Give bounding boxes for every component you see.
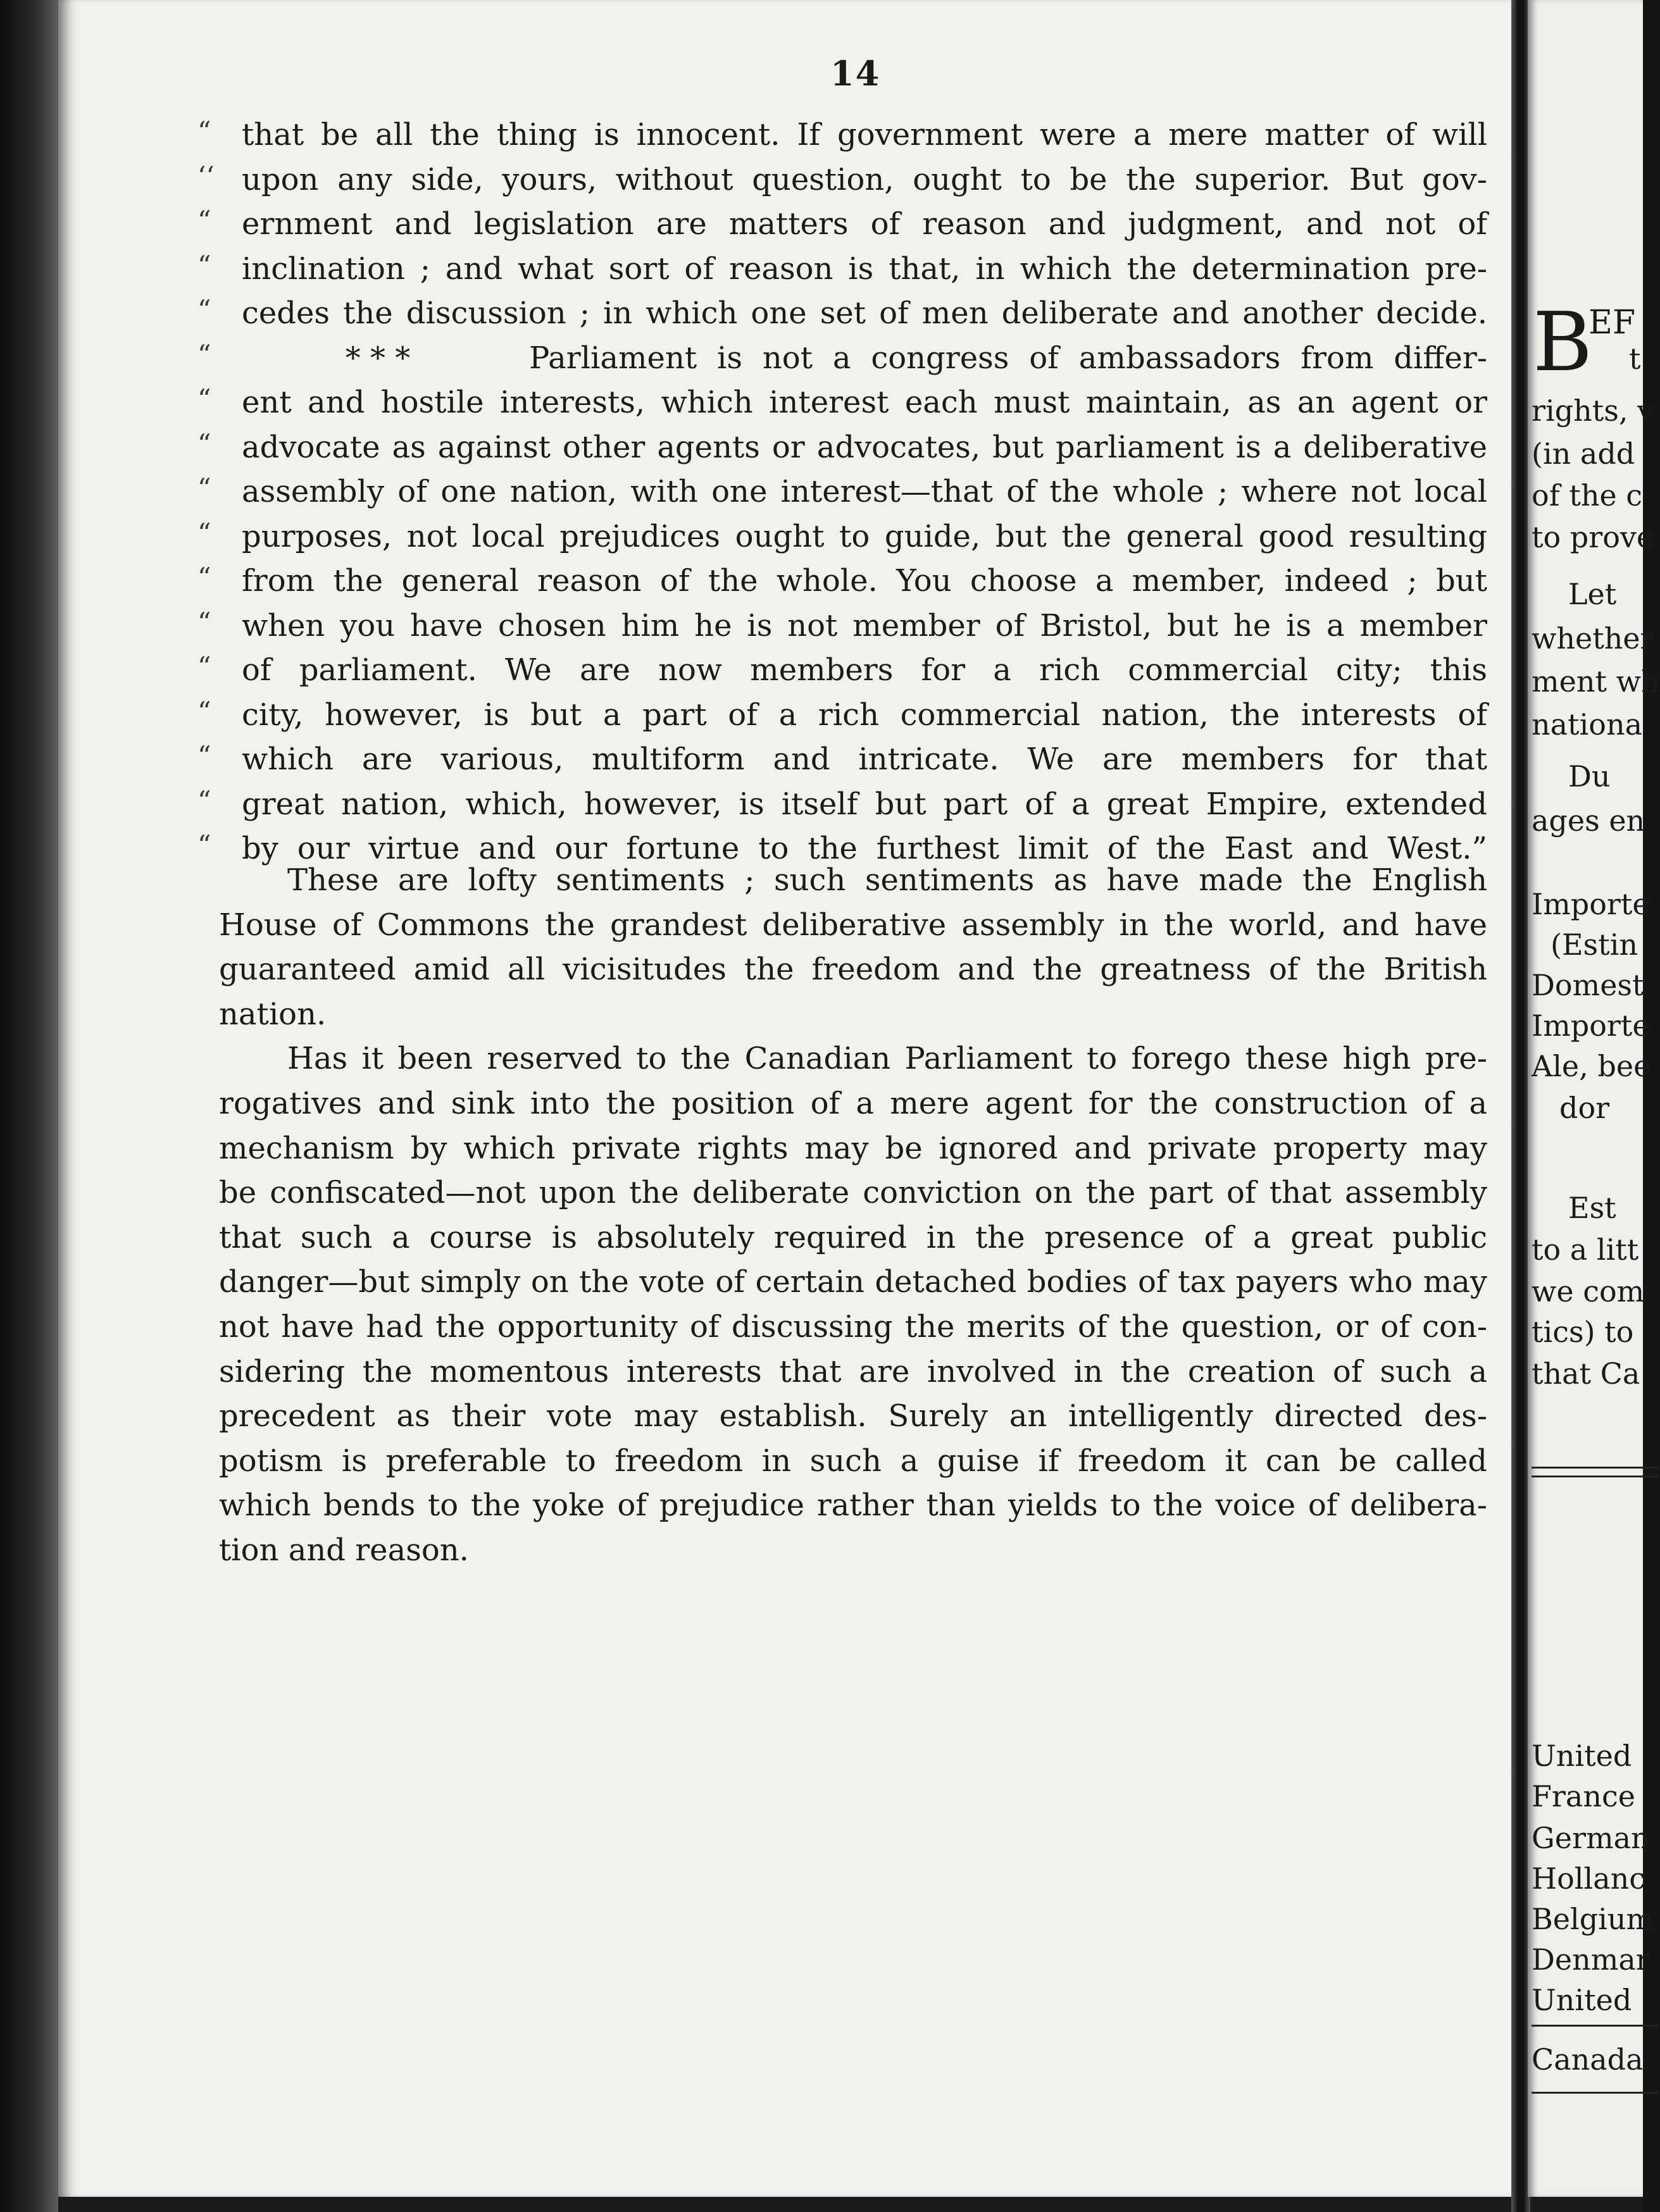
quote-line-text: from the general reason of the whole. You choose a member, indeed ; but (242, 563, 1487, 599)
table-rule (1532, 1467, 1658, 1469)
quote-line (197, 469, 1487, 514)
text-line: potism is preferable to freedom in such a guise if freedom it can be called (219, 1443, 1487, 1479)
quote-line (197, 782, 1487, 827)
facing-page-text: Denmar (1532, 1942, 1650, 1977)
facing-page-text: to a litt (1532, 1233, 1639, 1267)
page-bottom-edge (58, 2197, 1643, 2212)
text-line: guaranteed amid all vicisitudes the freedom and the greatness of the British (219, 952, 1487, 988)
table-rule (1532, 2025, 1658, 2027)
quote-mark: “ (197, 830, 211, 861)
facing-page-text: EF (1588, 304, 1636, 342)
facing-page-text: United (1532, 1739, 1632, 1773)
facing-page-text: United (1532, 1983, 1632, 2017)
quote-line (197, 380, 1487, 425)
text-line: tion and reason. (219, 1532, 469, 1568)
quote-mark: “ (197, 428, 211, 459)
quote-line (197, 559, 1487, 604)
text-line: not have had the opportunity of discussing the merits of the question, or of con- (219, 1308, 1487, 1345)
facing-page-text: of the c (1532, 478, 1643, 513)
facing-page-text: Canada (1532, 2042, 1644, 2077)
quote-line-text: of parliament. We are now members for a rich commercial city; this (242, 652, 1487, 688)
quote-mark: “ (197, 294, 211, 325)
facing-page-text: whether (1532, 621, 1654, 656)
quote-line-text: inclination ; and what sort of reason is that, in which the determination pre- (242, 251, 1487, 287)
facing-page-text: we com (1532, 1274, 1645, 1308)
drop-cap-letter: B (1533, 295, 1593, 390)
quote-line-text: when you have chosen him he is not member of Bristol, but he is a member (242, 607, 1487, 643)
quotation-block (197, 113, 1487, 871)
quote-line (197, 514, 1487, 559)
quote-line-text: upon any side, yours, without question, ought to be the superior. But gov- (242, 161, 1487, 197)
text-line: rogatives and sink into the position of a mere agent for the construction of a (219, 1085, 1487, 1121)
quote-line (197, 737, 1487, 782)
quote-mark: “ (197, 651, 211, 682)
text-line: that such a course is absolutely required in the presence of a great public (219, 1219, 1487, 1255)
text-line: House of Commons the grandest deliberative assembly in the world, and have (219, 907, 1487, 943)
quote-mark: ‘‘ (197, 160, 215, 192)
quote-mark: “ (197, 785, 211, 816)
quote-line-text: by our virtue and our fortune to the furthest limit of the East and West.” (242, 831, 1487, 866)
facing-page-text: (in add (1532, 437, 1635, 471)
quote-mark: “ (197, 562, 211, 593)
facing-page-text: Belgium (1532, 1902, 1654, 1936)
text-line: nation. (219, 996, 327, 1032)
facing-page-text: German (1532, 1821, 1650, 1855)
table-rule (1532, 2092, 1658, 2094)
facing-page-text: (Estin (1551, 928, 1638, 962)
quote-line (197, 693, 1487, 738)
facing-page-text: Hollanc (1532, 1861, 1646, 1896)
quote-line (197, 247, 1487, 292)
quote-line (197, 604, 1487, 649)
quote-line-text: ent and hostile interests, which interest each must maintain, as an agent or (242, 385, 1487, 420)
quote-mark: “ (197, 473, 211, 504)
quote-line-text: Parliament is not a congress of ambassadors from differ- (529, 340, 1487, 376)
quote-line-text: cedes the discussion ; in which one set of men deliberate and another decide. (242, 295, 1487, 331)
facing-page-text: dor (1559, 1091, 1610, 1125)
facing-page-text: t (1629, 342, 1641, 376)
facing-page-text: Ale, bee (1532, 1049, 1651, 1083)
quote-line (197, 202, 1487, 247)
quote-mark: “ (197, 383, 211, 414)
quote-mark: “ (197, 205, 211, 236)
paragraph-lofty-sentiments (219, 858, 1487, 1036)
quote-mark: “ (197, 740, 211, 771)
text-line: precedent as their vote may establish. Surely an intelligently directed des- (219, 1398, 1487, 1434)
facing-page-text: Domest (1532, 968, 1644, 1002)
quote-mark: “ (197, 606, 211, 638)
quote-line (197, 113, 1487, 158)
facing-page-text: Importe (1532, 1009, 1650, 1043)
quote-line-text: which are various, multiform and intricate. We are members for that (242, 742, 1487, 777)
facing-page-text: Importe (1532, 887, 1650, 921)
text-line: Has it been reserved to the Canadian Parliament to forego these high pre- (287, 1041, 1487, 1077)
quote-line-text: ernment and legislation are matters of reason and judgment, and not of (242, 206, 1487, 242)
quote-mark: “ (197, 249, 211, 281)
facing-page-fragment (1528, 0, 1660, 2197)
text-line: mechanism by which private rights may be ignored and private property may (219, 1130, 1487, 1166)
facing-page-text: France (1532, 1779, 1635, 1813)
text-line: These are lofty sentiments ; such sentiments as have made the English (287, 862, 1487, 898)
facing-page-text: to prove (1532, 520, 1654, 554)
facing-page-text: Du (1568, 759, 1611, 793)
quote-line-text: great nation, which, however, is itself but part of a great Empire, extended (242, 786, 1487, 822)
facing-page-text: ment wh (1532, 664, 1660, 699)
quote-line-text: city, however, is but a part of a rich commercial nation, the interests of (242, 697, 1487, 733)
facing-page-text: Let (1568, 577, 1617, 611)
paragraph-canadian-parliament (219, 1036, 1487, 1572)
quote-mark: “ (197, 116, 211, 147)
facing-page-text: nationa (1532, 707, 1642, 742)
page-number: 14 (830, 53, 881, 94)
facing-page-text: that Ca (1532, 1357, 1640, 1391)
quote-line-text: assembly of one nation, with one interest—that of the whole ; where not local (242, 474, 1487, 509)
text-line: which bends to the yoke of prejudice rather than yields to the voice of delibera- (219, 1488, 1487, 1524)
quote-line (197, 336, 1487, 381)
quote-line (197, 291, 1487, 336)
quote-mark: “ (197, 339, 211, 370)
text-line: danger—but simply on the vote of certain detached bodies of tax payers who may (219, 1264, 1487, 1300)
quote-line (197, 158, 1487, 202)
facing-page-text: rights, v (1532, 394, 1654, 428)
quote-mark: “ (197, 517, 211, 549)
ellipsis-asterisks: * * * (345, 340, 411, 376)
quote-line-text: that be all the thing is innocent. If government were a mere matter of will (242, 117, 1487, 152)
facing-page-text: Est (1568, 1191, 1616, 1225)
facing-page-text: tics) to (1532, 1315, 1634, 1349)
text-line: sidering the momentous interests that are involved in the creation of such a (219, 1353, 1487, 1389)
quote-line-text: purposes, not local prejudices ought to guide, but the general good resulting (242, 518, 1487, 554)
left-binding-edge (0, 0, 63, 2212)
body-text (219, 858, 1487, 1573)
quote-line-text: advocate as against other agents or advocates, but parliament is a deliberative (242, 429, 1487, 465)
facing-page-text: ages en (1532, 804, 1645, 838)
quote-mark: “ (197, 695, 211, 727)
quote-line (197, 648, 1487, 693)
text-line: be confiscated—not upon the deliberate conviction on the part of that assembly (219, 1175, 1487, 1211)
table-rule (1532, 1476, 1658, 1477)
quote-line (197, 425, 1487, 470)
